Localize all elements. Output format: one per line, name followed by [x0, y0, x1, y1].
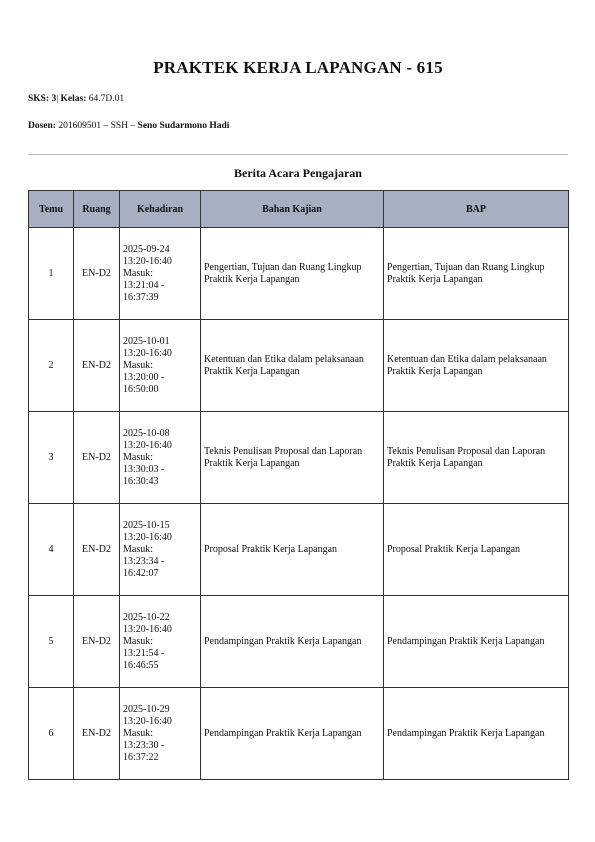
cell-ruang: EN-D2 [74, 688, 120, 780]
masuk-end: 16:42:07 [123, 567, 159, 579]
cell-kehadiran [120, 228, 201, 320]
cell-bap: Pengertian, Tujuan dan Ruang Lingkup Praktik Kerja Lapangan [384, 228, 569, 320]
table-title: Berita Acara Pengajaran [234, 166, 362, 180]
session-date: 2025-10-15 [123, 519, 170, 531]
cell-bahan-kajian: Pendampingan Praktik Kerja Lapangan [201, 688, 384, 780]
session-time: 13:20-16:40 [123, 347, 172, 359]
masuk-label: Masuk: [123, 359, 153, 371]
sks-value: 3 [51, 94, 57, 104]
table-row [29, 320, 569, 412]
header-temu: Temu [29, 191, 74, 228]
cell-bap: Pendampingan Praktik Kerja Lapangan [384, 688, 569, 780]
cell-kehadiran [120, 320, 201, 412]
masuk-start: 13:30:03 - [123, 463, 165, 475]
cell-bahan-kajian: Teknis Penulisan Proposal dan Laporan Praktik Kerja Lapangan [201, 412, 384, 504]
session-time: 13:20-16:40 [123, 439, 172, 451]
dosen-id: 201609501 [58, 121, 102, 131]
cell-ruang: EN-D2 [74, 412, 120, 504]
dosen-name: Seno Sudarmono Hadi [137, 121, 230, 131]
kelas-label: Kelas: [60, 94, 87, 104]
session-time: 13:20-16:40 [123, 255, 172, 267]
cell-ruang: EN-D2 [74, 596, 120, 688]
dosen-code: SSH [110, 121, 129, 131]
session-date: 2025-09-24 [123, 243, 170, 255]
page-title: PRAKTEK KERJA LAPANGAN - 615 [153, 58, 443, 77]
cell-ruang: EN-D2 [74, 228, 120, 320]
session-time: 13:20-16:40 [123, 623, 172, 635]
table-row [29, 504, 569, 596]
cell-bahan-kajian: Pengertian, Tujuan dan Ruang Lingkup Praktik Kerja Lapangan [201, 228, 384, 320]
cell-kehadiran [120, 688, 201, 780]
divider [28, 154, 568, 155]
table-row [29, 412, 569, 504]
cell-ruang: EN-D2 [74, 320, 120, 412]
session-date: 2025-10-22 [123, 611, 170, 623]
masuk-start: 13:23:34 - [123, 555, 165, 567]
session-time: 13:20-16:40 [123, 715, 172, 727]
cell-kehadiran [120, 596, 201, 688]
cell-bap: Pendampingan Praktik Kerja Lapangan [384, 596, 569, 688]
header-bahan-kajian: Bahan Kajian [201, 191, 384, 228]
masuk-end: 16:37:22 [123, 751, 159, 763]
session-date: 2025-10-29 [123, 703, 170, 715]
cell-bap: Teknis Penulisan Proposal dan Laporan Praktik Kerja Lapangan [384, 412, 569, 504]
cell-temu: 6 [29, 688, 74, 780]
header-kehadiran: Kehadiran [120, 191, 201, 228]
masuk-label: Masuk: [123, 543, 153, 555]
masuk-end: 16:37:39 [123, 291, 159, 303]
cell-temu: 5 [29, 596, 74, 688]
masuk-start: 13:20:00 - [123, 371, 165, 383]
separator: | [56, 94, 61, 104]
cell-kehadiran [120, 412, 201, 504]
masuk-start: 13:21:54 - [123, 647, 165, 659]
cell-temu: 3 [29, 412, 74, 504]
table-row [29, 688, 569, 780]
table-header-row [29, 191, 569, 228]
cell-bap: Proposal Praktik Kerja Lapangan [384, 504, 569, 596]
header-ruang: Ruang [74, 191, 120, 228]
cell-temu: 1 [29, 228, 74, 320]
sks-label: SKS: [28, 94, 50, 104]
kelas-value: 64.7D.01 [88, 94, 125, 104]
session-time: 13:20-16:40 [123, 531, 172, 543]
masuk-label: Masuk: [123, 635, 153, 647]
cell-ruang: EN-D2 [74, 504, 120, 596]
cell-temu: 2 [29, 320, 74, 412]
table-row [29, 228, 569, 320]
masuk-end: 16:50:00 [123, 383, 159, 395]
session-date: 2025-10-08 [123, 427, 170, 439]
session-date: 2025-10-01 [123, 335, 170, 347]
cell-bap: Ketentuan dan Etika dalam pelaksanaan Praktik Kerja Lapangan [384, 320, 569, 412]
dash: – [130, 121, 136, 131]
masuk-label: Masuk: [123, 727, 153, 739]
cell-bahan-kajian: Ketentuan dan Etika dalam pelaksanaan Praktik Kerja Lapangan [201, 320, 384, 412]
cell-temu: 4 [29, 504, 74, 596]
table-row [29, 596, 569, 688]
header-bap: BAP [384, 191, 569, 228]
dash: – [103, 121, 109, 131]
masuk-label: Masuk: [123, 267, 153, 279]
masuk-end: 16:30:43 [123, 475, 159, 487]
cell-bahan-kajian: Pendampingan Praktik Kerja Lapangan [201, 596, 384, 688]
cell-bahan-kajian: Proposal Praktik Kerja Lapangan [201, 504, 384, 596]
course-info [28, 94, 124, 104]
masuk-end: 16:46:55 [123, 659, 159, 671]
masuk-label: Masuk: [123, 451, 153, 463]
masuk-start: 13:21:04 - [123, 279, 165, 291]
teaching-report-table [28, 190, 569, 780]
lecturer-info [28, 121, 229, 131]
dosen-label: Dosen: [28, 121, 56, 131]
cell-kehadiran [120, 504, 201, 596]
masuk-start: 13:23:30 - [123, 739, 165, 751]
